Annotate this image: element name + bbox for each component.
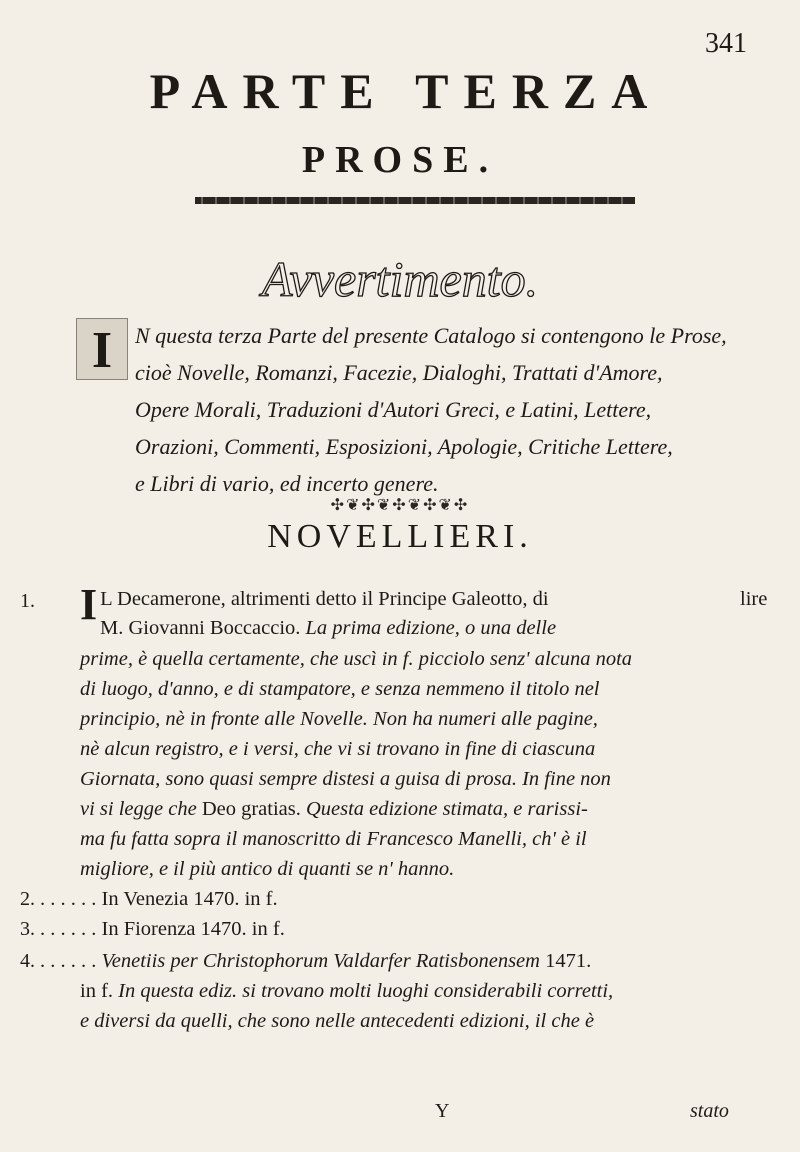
- entry-1-line-4-text: di luogo, d'anno, e di stampatore, e senza nemmeno il titolo nel: [80, 678, 600, 700]
- entry-1-line-9: [80, 828, 587, 851]
- entry-1-price-lire: lire: [740, 588, 768, 610]
- entry-1-line-1: I L Decamerone, altrimenti detto il Principe Galeotto, di: [80, 580, 549, 629]
- entry-3-line: [40, 918, 285, 941]
- entry-1-line-7-text: Giornata, sono quasi sempre distesi a guisa di prosa. In fine non: [80, 768, 611, 790]
- entry-2-text: In Venezia 1470. in f.: [101, 888, 278, 910]
- entry-1-line-6-text: nè alcun registro, e i versi, che vi si trovano in fine di ciascuna: [80, 738, 596, 760]
- entry-1-line-2: [100, 617, 556, 640]
- entry-1-line-9-text: ma fu fatta sopra il manoscritto di Francesco Manelli, ch' è il: [80, 828, 587, 850]
- initial-letter: I: [91, 322, 113, 379]
- entry-4-line-2: [80, 980, 613, 1003]
- entry-1-number: 1.: [20, 590, 35, 612]
- entry-3-dots: . . . . . .: [40, 918, 97, 940]
- entry-4-line-2-b: In questa ediz. si trovano molti luoghi considerabili corretti,: [118, 980, 614, 1002]
- fleuron-ornament: ✣❦✣❦✣❦✣❦✣: [330, 497, 470, 514]
- signature-mark: Y: [435, 1100, 450, 1122]
- entry-2-number: 2.: [20, 888, 35, 910]
- entry-1-line-8-b: Deo gratias.: [201, 798, 301, 820]
- entry-1-line-2-note: La prima edizione, o una delle: [305, 617, 557, 639]
- page-number: 341: [705, 28, 747, 59]
- entry-1-line-10: [80, 858, 454, 881]
- intro-line-2: cioè Novelle, Romanzi, Facezie, Dialoghi, Trattati d'Amore,: [135, 360, 663, 385]
- entry-4-line-3-text: e diversi da quelli, che sono nelle antecedenti edizioni, il che è: [80, 1010, 595, 1032]
- avvertimento-heading: Avvertimento.: [261, 251, 539, 307]
- entry-1-line-3-text: prime, è quella certamente, che uscì in f. picciolo senz' alcuna nota: [80, 648, 633, 670]
- entry-1-line-3: [80, 648, 632, 671]
- intro-line-4: Orazioni, Commenti, Esposizioni, Apologie, Critiche Lettere,: [135, 434, 673, 459]
- decorative-rule: [195, 197, 635, 204]
- intro-line-3: Opere Morali, Traduzioni d'Autori Greci, e Latini, Lettere,: [135, 397, 652, 422]
- entry-4-line-1-b: 1471.: [545, 950, 592, 972]
- entry-1-line-8-c: Questa edizione stimata, e rarissi-: [305, 798, 588, 820]
- entry-2-dots: . . . . . .: [40, 888, 97, 910]
- decorated-initial: [76, 318, 128, 380]
- entry-1-line-8: [80, 798, 588, 821]
- entry-4-line-1: [40, 950, 591, 973]
- entry-1-line-8-a: vi si legge che: [80, 798, 197, 820]
- entry-4-line-2-a: in f.: [80, 980, 114, 1002]
- entry-3-number: 3.: [20, 918, 35, 940]
- entry-1-line-5: [80, 708, 598, 731]
- entry-4-number: 4.: [20, 950, 35, 972]
- entry-4-dots: . . . . . .: [40, 950, 97, 972]
- catchword: stato: [690, 1100, 729, 1122]
- entry-1-line-5-text: principio, nè in fronte alle Novelle. Non ha numeri alle pagine,: [80, 708, 598, 730]
- intro-line-5: e Libri di vario, ed incerto genere.: [135, 471, 439, 496]
- part-title: PARTE TERZA: [149, 63, 663, 119]
- entry-1-line-6: [80, 738, 595, 761]
- entry-1-line-7: [80, 768, 611, 791]
- entry-1-line-4: [80, 678, 600, 701]
- intro-line-1: N questa terza Parte del presente Catalogo si contengono le Prose,: [135, 323, 727, 348]
- entry-2-line: [40, 888, 278, 911]
- section-title: PROSE.: [301, 139, 499, 181]
- category-title: NOVELLIERI.: [267, 518, 533, 555]
- entry-1-line-1-text: L Decamerone, altrimenti detto il Principe Galeotto, di: [100, 588, 549, 610]
- entry-1-line-2-author: M. Giovanni Boccaccio.: [100, 617, 301, 639]
- entry-1-line-10-text: migliore, e il più antico di quanti se n' hanno.: [80, 858, 455, 880]
- entry-4-line-3: [80, 1010, 594, 1033]
- entry-4-line-1-a: Venetiis per Christophorum Valdarfer Ratisbonensem: [101, 950, 540, 972]
- entry-3-text: In Fiorenza 1470. in f.: [101, 918, 285, 940]
